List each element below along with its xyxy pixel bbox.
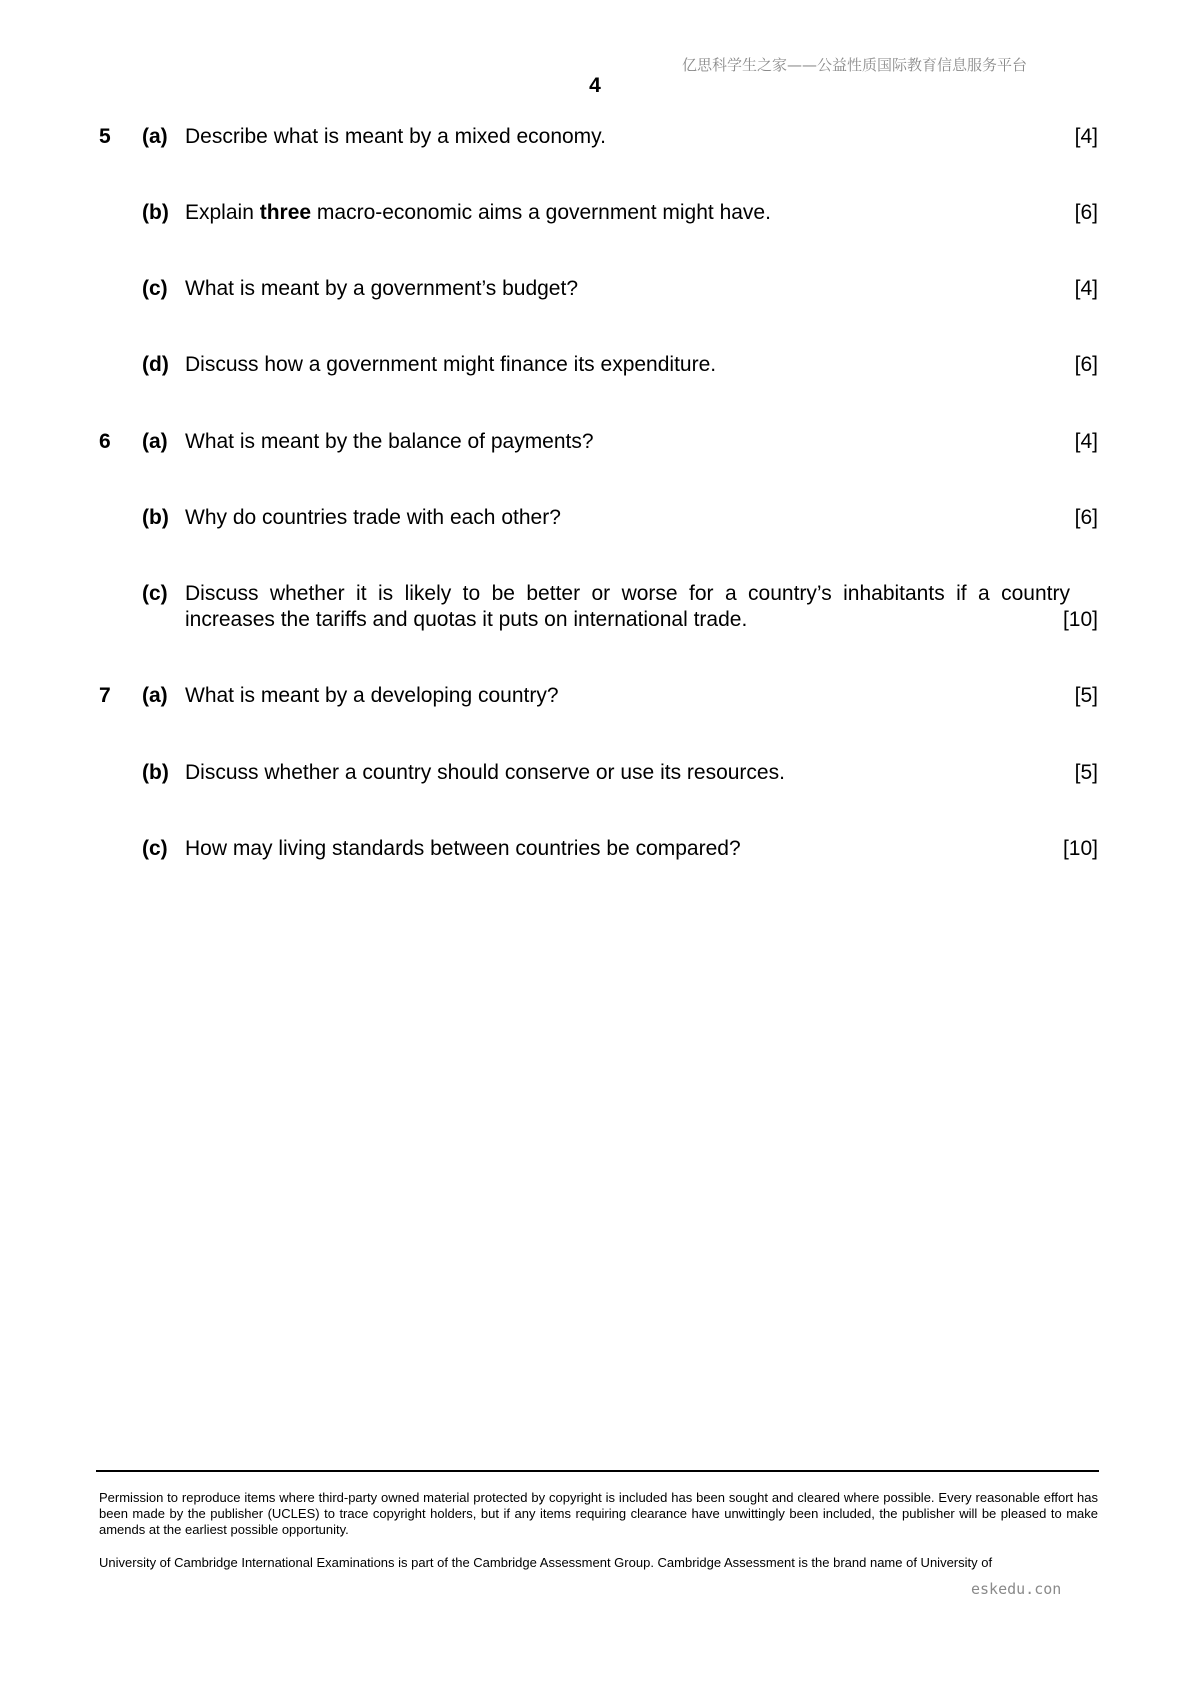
marks: [10] (1062, 837, 1098, 860)
part-label: (a) (142, 430, 168, 453)
part-label: (b) (142, 506, 169, 529)
question-text-start: Explain (185, 201, 260, 224)
marks: [6] (1074, 201, 1098, 224)
question-text: What is meant by the balance of payments? (185, 430, 594, 453)
part-label: (a) (142, 684, 168, 707)
question-text-line-2: increases the tariffs and quotas it puts on international trade. (185, 608, 748, 631)
part-label: (a) (142, 125, 168, 148)
part-label: (d) (142, 353, 169, 376)
part-label: (c) (142, 837, 168, 860)
question-text: What is meant by a government’s budget? (185, 277, 579, 300)
marks: [6] (1074, 353, 1098, 376)
footer-divider (96, 1470, 1099, 1472)
question-text: What is meant by a developing country? (185, 684, 559, 707)
emphasis-word: three (259, 201, 312, 224)
question-text-line-1: Discuss whether it is likely to be better or worse for a country’s inhabitants if a country (185, 582, 1070, 605)
footer-watermark: eskedu.con (971, 1580, 1062, 1598)
question-text: Describe what is meant by a mixed economy. (185, 125, 606, 148)
marks: [6] (1074, 506, 1098, 529)
question-text: Discuss how a government might finance its expenditure. (185, 353, 717, 376)
question-text (185, 200, 1070, 226)
permission-notice: Permission to reproduce items where third-party owned material protected by copyright is included has been sought and cleared where possible. Every reasonable effort has been made by the publisher (UCLES) to trace copyright holders, but if any items requiring clearance have unwittingly been included, the publisher will be pleased to make amends at the earliest possible opportunity. (99, 1490, 1098, 1537)
question-text: Why do countries trade with each other? (185, 506, 561, 529)
question-number: 7 (99, 684, 111, 707)
page-number: 4 (589, 74, 601, 97)
header-watermark: 亿思科学生之家——公益性质国际教育信息服务平台 (682, 56, 1028, 74)
question-text (185, 581, 1070, 633)
marks: [10] (1062, 608, 1098, 631)
question-number: 6 (99, 430, 111, 453)
cambridge-notice: University of Cambridge International Examinations is part of the Cambridge Assessment Group. Cambridge Assessment is the brand name of University of (99, 1555, 993, 1570)
marks: [4] (1074, 277, 1098, 300)
question-text: How may living standards between countries be compared? (185, 837, 741, 860)
part-label: (b) (142, 761, 169, 784)
question-text: Discuss whether a country should conserve or use its resources. (185, 761, 785, 784)
question-text-end: macro-economic aims a government might have. (311, 201, 771, 224)
question-number: 5 (99, 125, 111, 148)
marks: [5] (1074, 684, 1098, 707)
marks: [4] (1074, 125, 1098, 148)
part-label: (b) (142, 201, 169, 224)
part-label: (c) (142, 277, 168, 300)
marks: [4] (1074, 430, 1098, 453)
marks: [5] (1074, 761, 1098, 784)
part-label: (c) (142, 582, 168, 605)
